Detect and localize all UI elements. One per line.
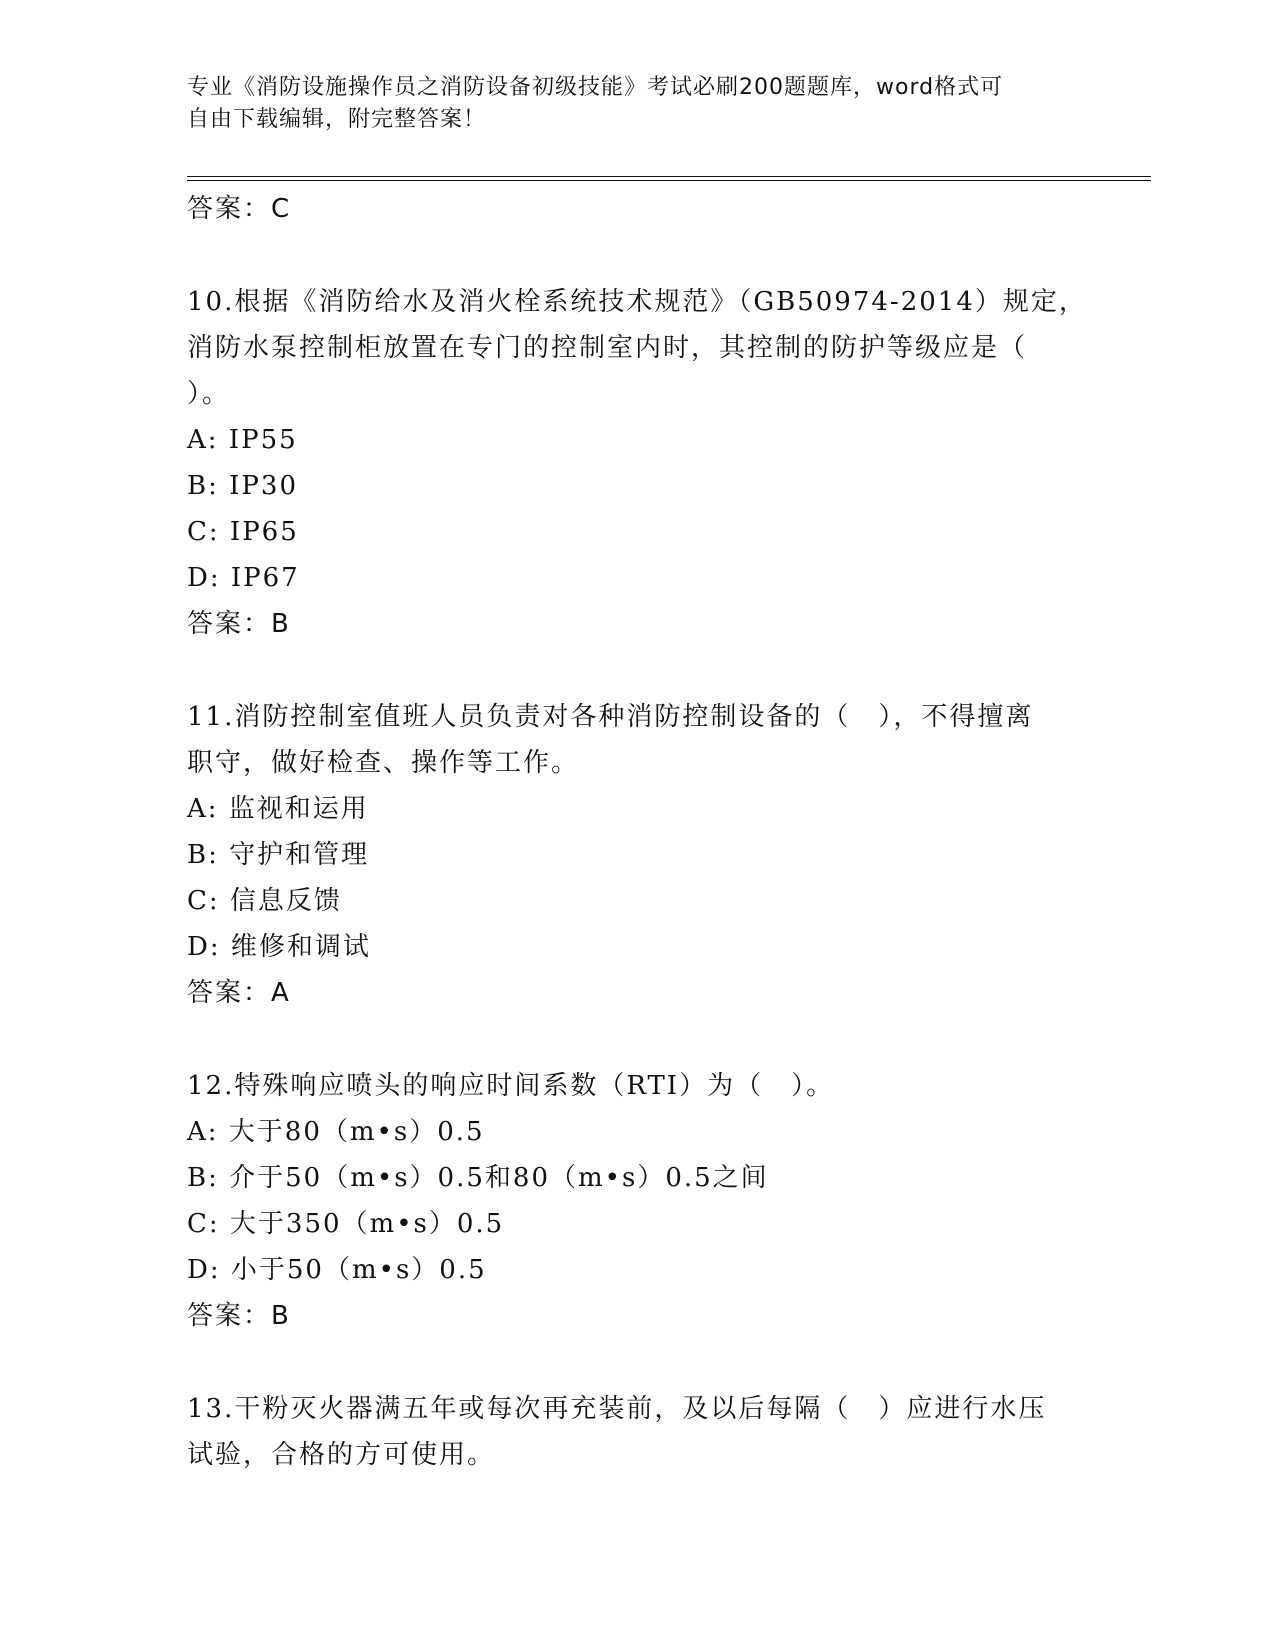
question-text: 职守，做好检查、操作等工作。	[187, 748, 580, 778]
answer: 答案：B	[187, 609, 291, 639]
header-rule-bottom	[187, 180, 1151, 181]
option-a: A: IP55	[187, 425, 298, 455]
option-c: C: 大于350（m•s）0.5	[187, 1209, 505, 1239]
question-text: 11.消防控制室值班人员负责对各种消防控制设备的（ ），不得擅离	[187, 702, 1034, 732]
question-text: 试验，合格的方可使用。	[187, 1440, 496, 1470]
question-text: ）。	[187, 379, 231, 409]
option-d: D: 小于50（m•s）0.5	[187, 1255, 487, 1285]
option-b: B: 守护和管理	[187, 840, 370, 870]
question-text: 13.干粉灭火器满五年或每次再充装前，及以后每隔（ ）应进行水压	[187, 1394, 1047, 1424]
option-a: A: 监视和运用	[187, 794, 369, 824]
header-rule-top	[187, 176, 1151, 177]
option-c: C: 信息反馈	[187, 886, 342, 916]
question-12	[187, 1063, 1087, 1339]
question-text: 12.特殊响应喷头的响应时间系数（RTI）为（ ）。	[187, 1071, 835, 1101]
header-line-1: 专业《消防设施操作员之消防设备初级技能》考试必刷200题题库，word格式可	[187, 75, 1004, 100]
question-11	[187, 694, 1087, 1016]
answer: 答案：A	[187, 978, 291, 1008]
question-13	[187, 1386, 1087, 1478]
document-header	[187, 72, 1067, 136]
question-text: 消防水泵控制柜放置在专门的控制室内时，其控制的防护等级应是（	[187, 333, 1028, 363]
option-b: B: IP30	[187, 471, 298, 501]
option-a: A: 大于80（m•s）0.5	[187, 1117, 485, 1147]
document-body	[187, 186, 1087, 1478]
option-c: C: IP65	[187, 517, 299, 547]
question-10	[187, 279, 1087, 647]
header-line-2: 自由下载编辑，附完整答案！	[187, 107, 487, 132]
option-d: D: IP67	[187, 563, 300, 593]
option-d: D: 维修和调试	[187, 932, 371, 962]
option-b: B: 介于50（m•s）0.5和80（m•s）0.5之间	[187, 1163, 769, 1193]
question-text: 10.根据《消防给水及消火栓系统技术规范》（GB50974-2014）规定，	[187, 287, 1087, 317]
answer-previous: 答案：C	[187, 194, 292, 224]
answer: 答案：B	[187, 1301, 291, 1331]
